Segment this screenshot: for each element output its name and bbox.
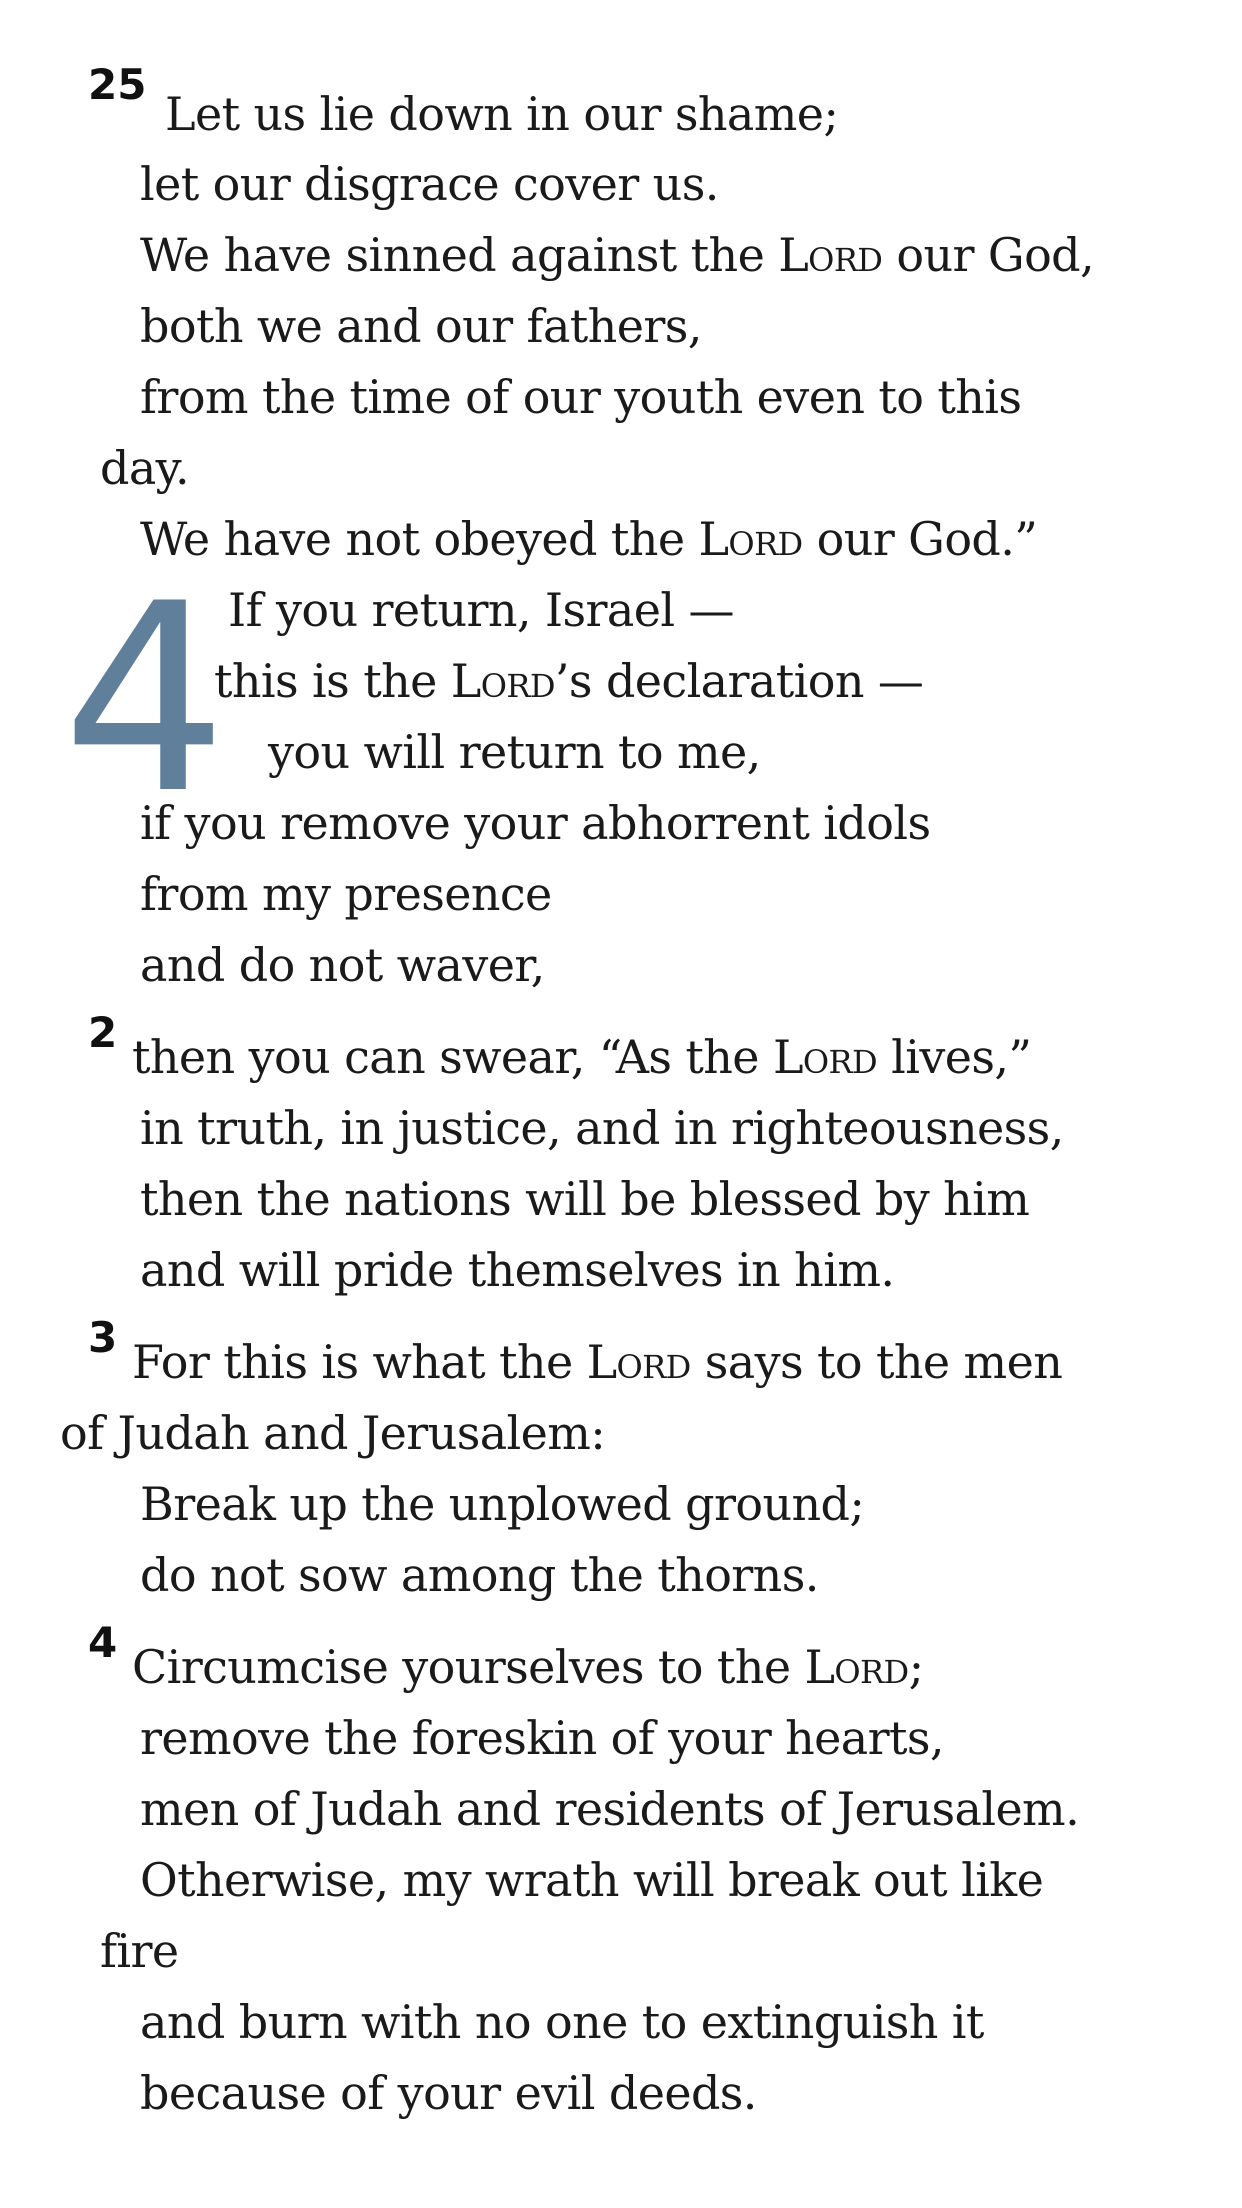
verse-line: from the time of our youth even to this — [140, 370, 1022, 424]
lord-small-caps: Lord — [772, 1030, 878, 1084]
verse-line: fire — [100, 1924, 179, 1978]
verse-line: If you return, Israel — — [228, 583, 734, 637]
lord-small-caps: Lord — [450, 654, 555, 708]
lord-small-caps: Lord — [804, 1640, 909, 1694]
verse-number-2[interactable]: 2 — [88, 1008, 118, 1057]
verse-line: if you remove your abhorrent idols — [140, 796, 931, 850]
verse-line: of Judah and Jerusalem: — [60, 1406, 606, 1460]
verse-line: in truth, in justice, and in righteousness, — [140, 1101, 1064, 1155]
verse-line: you will return to me, — [268, 725, 761, 779]
verse-line: Otherwise, my wrath will break out like — [140, 1853, 1044, 1907]
verse-line: and do not waver, — [140, 938, 545, 992]
verse-line: Circumcise yourselves to the Lord; — [132, 1640, 924, 1694]
verse-line: We have sinned against the Lord our God, — [140, 228, 1095, 282]
verse-line: and will pride themselves in him. — [140, 1243, 895, 1297]
verse-line: For this is what the Lord says to the men — [132, 1335, 1063, 1389]
lord-small-caps: Lord — [778, 228, 883, 282]
verse-line: day. — [100, 441, 189, 495]
verse-line: men of Judah and residents of Jerusalem. — [140, 1782, 1080, 1836]
verse-line: do not sow among the thorns. — [140, 1548, 819, 1602]
verse-line: then the nations will be blessed by him — [140, 1172, 1030, 1226]
verse-line: and burn with no one to extinguish it — [140, 1995, 984, 2049]
lord-small-caps: Lord — [586, 1335, 691, 1389]
verse-line: We have not obeyed the Lord our God.” — [140, 512, 1038, 566]
chapter-number[interactable]: 4 — [62, 549, 228, 851]
verse-line: because of your evil deeds. — [140, 2066, 757, 2120]
verse-line: then you can swear, “As the Lord lives,” — [132, 1030, 1032, 1084]
verse-line: let our disgrace cover us. — [140, 157, 719, 211]
lord-small-caps: Lord — [698, 512, 803, 566]
verse-line: this is the Lord’s declaration — — [214, 654, 924, 708]
verse-line: from my presence — [140, 867, 552, 921]
verse-line: Let us lie down in our shame; — [165, 87, 839, 141]
verse-number-3[interactable]: 3 — [88, 1313, 118, 1362]
verse-line: remove the foreskin of your hearts, — [140, 1711, 944, 1765]
verse-line: Break up the unplowed ground; — [140, 1477, 865, 1531]
verse-number-4[interactable]: 4 — [88, 1618, 118, 1667]
verse-line: both we and our fathers, — [140, 299, 702, 353]
verse-number-25[interactable]: 25 — [88, 60, 147, 109]
